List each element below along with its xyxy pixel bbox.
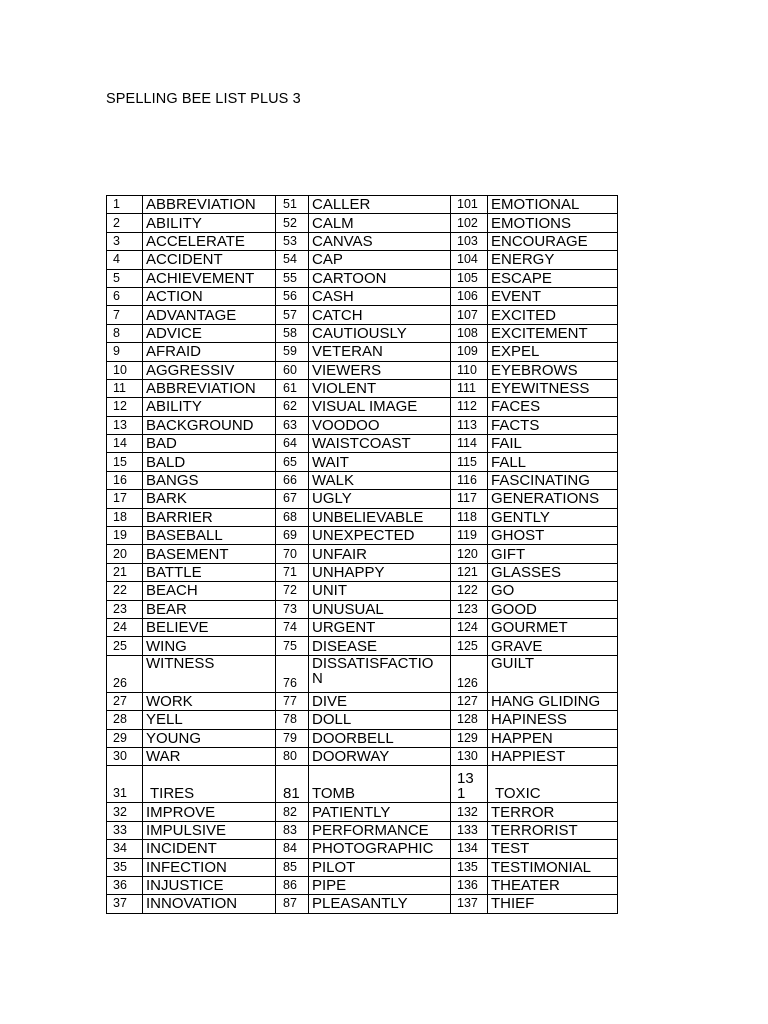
spelling-word: YOUNG: [143, 729, 276, 747]
word-number: 57: [276, 306, 309, 324]
spelling-word: FALL: [488, 453, 618, 471]
word-number: 73: [276, 600, 309, 618]
word-number: 22: [107, 582, 143, 600]
spelling-word: BARRIER: [143, 508, 276, 526]
word-number: 1: [107, 196, 143, 214]
spelling-word: PLEASANTLY: [309, 895, 451, 913]
table-row: [107, 251, 618, 269]
word-number: 13: [107, 416, 143, 434]
word-number: 11: [107, 379, 143, 397]
word-number: 3: [107, 232, 143, 250]
word-number: 68: [276, 508, 309, 526]
word-number: 137: [451, 895, 488, 913]
spelling-word: EYEBROWS: [488, 361, 618, 379]
word-number: 82: [276, 803, 309, 821]
table-row: [107, 692, 618, 710]
table-row: [107, 324, 618, 342]
table-row: [107, 563, 618, 581]
spelling-word: AGGRESSIV: [143, 361, 276, 379]
word-number: 83: [276, 821, 309, 839]
word-number: 133: [451, 821, 488, 839]
word-number: 135: [451, 858, 488, 876]
word-number: 8: [107, 324, 143, 342]
spelling-word: EMOTIONAL: [488, 196, 618, 214]
word-number: 107: [451, 306, 488, 324]
table-row: [107, 269, 618, 287]
table-row: [107, 306, 618, 324]
spelling-word: CALM: [309, 214, 451, 232]
spelling-word: TERRORIST: [488, 821, 618, 839]
spelling-word: TOMB: [309, 766, 451, 803]
table-row: [107, 747, 618, 765]
word-number: 111: [451, 379, 488, 397]
spelling-word: GOURMET: [488, 618, 618, 636]
table-row: [107, 379, 618, 397]
spelling-word: ENCOURAGE: [488, 232, 618, 250]
table-row: [107, 232, 618, 250]
spelling-word: PERFORMANCE: [309, 821, 451, 839]
word-number: 56: [276, 287, 309, 305]
spelling-word: CARTOON: [309, 269, 451, 287]
spelling-word: EXCITED: [488, 306, 618, 324]
table-row: [107, 821, 618, 839]
word-number: 85: [276, 858, 309, 876]
word-number: 21: [107, 563, 143, 581]
word-number: 12: [107, 398, 143, 416]
spelling-word: PILOT: [309, 858, 451, 876]
word-number: 80: [276, 747, 309, 765]
table-row: [107, 214, 618, 232]
spelling-word: ACTION: [143, 287, 276, 305]
spelling-word: CANVAS: [309, 232, 451, 250]
table-row: [107, 435, 618, 453]
spelling-word: WAIT: [309, 453, 451, 471]
word-number: 29: [107, 729, 143, 747]
word-number: 60: [276, 361, 309, 379]
table-row: [107, 343, 618, 361]
word-number: 55: [276, 269, 309, 287]
word-number: 20: [107, 545, 143, 563]
word-number: 102: [451, 214, 488, 232]
word-number: 52: [276, 214, 309, 232]
word-number: 114: [451, 435, 488, 453]
word-number: 116: [451, 471, 488, 489]
word-number: 110: [451, 361, 488, 379]
word-number: 53: [276, 232, 309, 250]
word-number: 109: [451, 343, 488, 361]
word-number: 132: [451, 803, 488, 821]
word-number: 76: [276, 655, 309, 692]
table-row: [107, 545, 618, 563]
word-number: 4: [107, 251, 143, 269]
table-row: [107, 895, 618, 913]
table-row: [107, 711, 618, 729]
spelling-word: DOLL: [309, 711, 451, 729]
spelling-word: ADVANTAGE: [143, 306, 276, 324]
word-number: 120: [451, 545, 488, 563]
spelling-word: UGLY: [309, 490, 451, 508]
word-number: 113: [451, 416, 488, 434]
spelling-word: BANGS: [143, 471, 276, 489]
spelling-word: HAPPIEST: [488, 747, 618, 765]
word-number: 127: [451, 692, 488, 710]
spelling-word: GENTLY: [488, 508, 618, 526]
word-number: 35: [107, 858, 143, 876]
word-number: 136: [451, 876, 488, 894]
spelling-word: ACCIDENT: [143, 251, 276, 269]
spelling-word: DIVE: [309, 692, 451, 710]
word-number: 2: [107, 214, 143, 232]
word-number: 61: [276, 379, 309, 397]
word-number: 123: [451, 600, 488, 618]
spelling-word: FASCINATING: [488, 471, 618, 489]
spelling-word: TOXIC: [488, 766, 618, 803]
word-number: 30: [107, 747, 143, 765]
table-row: [107, 508, 618, 526]
spelling-word: CASH: [309, 287, 451, 305]
spelling-word: GENERATIONS: [488, 490, 618, 508]
word-number: 15: [107, 453, 143, 471]
spelling-word: EYEWITNESS: [488, 379, 618, 397]
spelling-word: DISEASE: [309, 637, 451, 655]
table-row: [107, 840, 618, 858]
spelling-word: UNFAIR: [309, 545, 451, 563]
spelling-word: GO: [488, 582, 618, 600]
word-number: 59: [276, 343, 309, 361]
word-number: 72: [276, 582, 309, 600]
word-number: 34: [107, 840, 143, 858]
word-number: 121: [451, 563, 488, 581]
spelling-word: CAUTIOUSLY: [309, 324, 451, 342]
word-number: 130: [451, 747, 488, 765]
spelling-word: VISUAL IMAGE: [309, 398, 451, 416]
spelling-word: AFRAID: [143, 343, 276, 361]
word-number: 108: [451, 324, 488, 342]
word-number: 7: [107, 306, 143, 324]
word-number: 18: [107, 508, 143, 526]
table-row: [107, 803, 618, 821]
spelling-word: IMPROVE: [143, 803, 276, 821]
spelling-word: BASEBALL: [143, 527, 276, 545]
spelling-word: EXPEL: [488, 343, 618, 361]
word-number: 105: [451, 269, 488, 287]
word-table-body: [107, 196, 618, 914]
spelling-word: FACTS: [488, 416, 618, 434]
word-number: 32: [107, 803, 143, 821]
spelling-word: ACCELERATE: [143, 232, 276, 250]
spelling-word: IMPULSIVE: [143, 821, 276, 839]
spelling-word: EVENT: [488, 287, 618, 305]
spelling-word: EMOTIONS: [488, 214, 618, 232]
spelling-word: FACES: [488, 398, 618, 416]
spelling-word: GIFT: [488, 545, 618, 563]
word-number: 51: [276, 196, 309, 214]
word-number: 77: [276, 692, 309, 710]
word-number: 54: [276, 251, 309, 269]
spelling-word: ENERGY: [488, 251, 618, 269]
spelling-word: ESCAPE: [488, 269, 618, 287]
word-number: 9: [107, 343, 143, 361]
word-number: 31: [107, 766, 143, 803]
table-row: [107, 527, 618, 545]
word-number: 126: [451, 655, 488, 692]
table-row: [107, 655, 618, 692]
spelling-word: WAISTCOAST: [309, 435, 451, 453]
spelling-word: TESTIMONIAL: [488, 858, 618, 876]
spelling-word: WING: [143, 637, 276, 655]
word-number: 101: [451, 196, 488, 214]
spelling-word: UNEXPECTED: [309, 527, 451, 545]
spelling-word: DOORBELL: [309, 729, 451, 747]
spelling-word: DISSATISFACTIO N: [309, 655, 451, 692]
word-number: 104: [451, 251, 488, 269]
spelling-word: WITNESS: [143, 655, 276, 692]
spelling-word-table: [106, 195, 618, 914]
word-number: 78: [276, 711, 309, 729]
word-number: 58: [276, 324, 309, 342]
table-row: [107, 637, 618, 655]
spelling-word: BACKGROUND: [143, 416, 276, 434]
word-number: 81: [276, 766, 309, 803]
word-number: 63: [276, 416, 309, 434]
spelling-word: VIEWERS: [309, 361, 451, 379]
spelling-word: WAR: [143, 747, 276, 765]
spelling-word: ABBREVIATION: [143, 196, 276, 214]
word-number: 65: [276, 453, 309, 471]
spelling-word: PIPE: [309, 876, 451, 894]
spelling-word: THEATER: [488, 876, 618, 894]
word-number: 62: [276, 398, 309, 416]
spelling-word: ABBREVIATION: [143, 379, 276, 397]
spelling-word: PHOTOGRAPHIC: [309, 840, 451, 858]
table-row: [107, 618, 618, 636]
table-row: [107, 471, 618, 489]
spelling-word: UNIT: [309, 582, 451, 600]
spelling-word: CAP: [309, 251, 451, 269]
table-row: [107, 196, 618, 214]
word-number: 16: [107, 471, 143, 489]
word-number: 37: [107, 895, 143, 913]
spelling-word: PATIENTLY: [309, 803, 451, 821]
word-number: 27: [107, 692, 143, 710]
spelling-word: BEACH: [143, 582, 276, 600]
word-number: 103: [451, 232, 488, 250]
spelling-word: VOODOO: [309, 416, 451, 434]
word-number: 74: [276, 618, 309, 636]
spelling-word: BALD: [143, 453, 276, 471]
spelling-word: HANG GLIDING: [488, 692, 618, 710]
table-row: [107, 398, 618, 416]
spelling-word: UNUSUAL: [309, 600, 451, 618]
spelling-word: WORK: [143, 692, 276, 710]
table-row: [107, 729, 618, 747]
word-number: 128: [451, 711, 488, 729]
word-number: 119: [451, 527, 488, 545]
spelling-word: ABILITY: [143, 398, 276, 416]
word-number: 10: [107, 361, 143, 379]
word-number: 25: [107, 637, 143, 655]
table-row: [107, 876, 618, 894]
spelling-word: GOOD: [488, 600, 618, 618]
word-number: 19: [107, 527, 143, 545]
spelling-word: WALK: [309, 471, 451, 489]
spelling-word: VETERAN: [309, 343, 451, 361]
word-number: 26: [107, 655, 143, 692]
spelling-word: UNHAPPY: [309, 563, 451, 581]
spelling-word: VIOLENT: [309, 379, 451, 397]
word-number: 125: [451, 637, 488, 655]
spelling-word: ABILITY: [143, 214, 276, 232]
table-row: [107, 858, 618, 876]
word-number: 124: [451, 618, 488, 636]
spelling-word: ADVICE: [143, 324, 276, 342]
word-number: 71: [276, 563, 309, 581]
spelling-word: BATTLE: [143, 563, 276, 581]
word-number: 28: [107, 711, 143, 729]
spelling-word: INJUSTICE: [143, 876, 276, 894]
spelling-word: GLASSES: [488, 563, 618, 581]
word-number: 117: [451, 490, 488, 508]
table-row: [107, 600, 618, 618]
spelling-word: TERROR: [488, 803, 618, 821]
spelling-word: ACHIEVEMENT: [143, 269, 276, 287]
document-title: SPELLING BEE LIST PLUS 3: [106, 91, 301, 107]
spelling-word: CALLER: [309, 196, 451, 214]
word-number: 17: [107, 490, 143, 508]
spelling-word: INCIDENT: [143, 840, 276, 858]
spelling-word: BASEMENT: [143, 545, 276, 563]
word-number: 6: [107, 287, 143, 305]
spelling-word: DOORWAY: [309, 747, 451, 765]
spelling-word: BEAR: [143, 600, 276, 618]
spelling-word: URGENT: [309, 618, 451, 636]
word-number: 69: [276, 527, 309, 545]
word-number: 129: [451, 729, 488, 747]
spelling-word: BELIEVE: [143, 618, 276, 636]
word-number: 84: [276, 840, 309, 858]
word-number: 64: [276, 435, 309, 453]
spelling-word: EXCITEMENT: [488, 324, 618, 342]
word-number: 36: [107, 876, 143, 894]
table-row: [107, 287, 618, 305]
spelling-word: GRAVE: [488, 637, 618, 655]
table-row: [107, 416, 618, 434]
word-number: 112: [451, 398, 488, 416]
word-number: 118: [451, 508, 488, 526]
spelling-word: FAIL: [488, 435, 618, 453]
word-number: 87: [276, 895, 309, 913]
table-row: [107, 490, 618, 508]
table-row: [107, 453, 618, 471]
spelling-word: TEST: [488, 840, 618, 858]
word-number: 5: [107, 269, 143, 287]
word-number: 122: [451, 582, 488, 600]
spelling-word: HAPPEN: [488, 729, 618, 747]
table-row: [107, 361, 618, 379]
spelling-word: INNOVATION: [143, 895, 276, 913]
spelling-word: BAD: [143, 435, 276, 453]
word-number: 86: [276, 876, 309, 894]
spelling-word: TIRES: [143, 766, 276, 803]
word-number: 106: [451, 287, 488, 305]
spelling-word: HAPINESS: [488, 711, 618, 729]
word-number: 33: [107, 821, 143, 839]
table-row: [107, 582, 618, 600]
spelling-word: YELL: [143, 711, 276, 729]
word-number: 24: [107, 618, 143, 636]
word-number: 134: [451, 840, 488, 858]
word-number: 13 1: [451, 766, 488, 803]
spelling-word: UNBELIEVABLE: [309, 508, 451, 526]
spelling-word: CATCH: [309, 306, 451, 324]
spelling-word: THIEF: [488, 895, 618, 913]
spelling-word: BARK: [143, 490, 276, 508]
spelling-word: INFECTION: [143, 858, 276, 876]
word-number: 67: [276, 490, 309, 508]
word-number: 23: [107, 600, 143, 618]
table-row: [107, 766, 618, 803]
word-number: 66: [276, 471, 309, 489]
spelling-word: GUILT: [488, 655, 618, 692]
spelling-word: GHOST: [488, 527, 618, 545]
word-number: 115: [451, 453, 488, 471]
word-number: 75: [276, 637, 309, 655]
word-number: 70: [276, 545, 309, 563]
word-number: 14: [107, 435, 143, 453]
word-number: 79: [276, 729, 309, 747]
